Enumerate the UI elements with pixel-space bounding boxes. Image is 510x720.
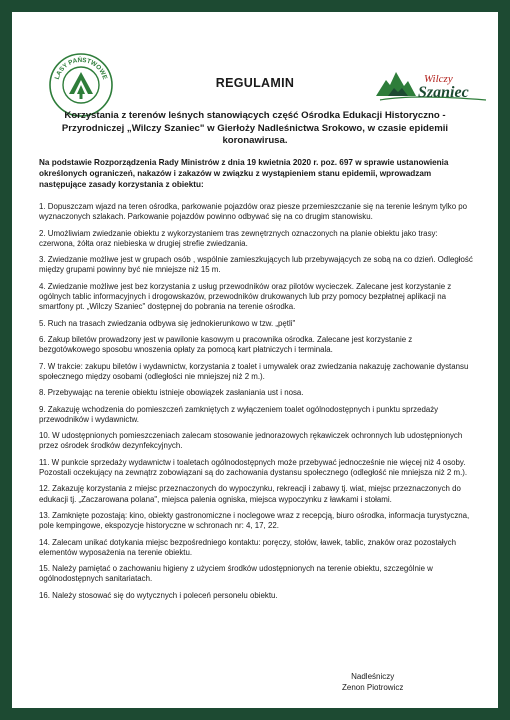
rule-item: 9. Zakazuję wchodzenia do pomieszczeń zamkniętych z wyłączeniem toalet ogólnodostępnych i punktu sprzedaży przewodników i wydawnictw. [39, 404, 439, 424]
logo-left-text: LASY PAŃSTWOWE [53, 56, 109, 81]
rule-item: 16. Należy stosować się do wytycznych i poleceń personelu obiektu. [39, 590, 278, 600]
rule-item: 11. W punkcie sprzedaży wydawnictw i toaletach ogólnodostępnych może przebywać jednocześnie nie więcej niż 4 osoby. Pozostali oczekujący na zewnątrz zobowiązani są do zachowania dystansu społecznego (odległość nie mniejsza niż 2 m.). [39, 457, 468, 477]
rule-item: 7. W trakcie: zakupu biletów i wydawnictw, korzystania z toalet i umywalek oraz zwiedzania nakazuję zachowanie dystansu społecznego między osobami (odległości nie mniejszej niż 2 m.). [39, 361, 469, 381]
rule-item: 4. Zwiedzanie możliwe jest bez korzystania z usług przewodników oraz pilotów wycieczek. Zalecane jest korzystanie z ogólnych tablic informacyjnych i drogowskazów, przewodników drukowanych lub przy pomocy bezpłatnej aplikacji na smartfony pt. „Wilczy Szaniec" dostępnej do pobrania na terenie ośrodka. [39, 281, 452, 312]
document-page [24, 24, 486, 696]
rule-item: 15. Należy pamiętać o zachowaniu higieny z użyciem środków udostępnionych na terenie obiektu, szczególnie w ogólnodostępnych sanitariatach. [39, 564, 433, 584]
rule-item: 1. Dopuszczam wjazd na teren ośrodka, parkowanie pojazdów oraz piesze przemieszczanie się na terenie leśnym tylko po wyznaczonych szlakach. Parkowanie pojazdów powinno odbywać się na co drugim stanowisku. [39, 202, 468, 222]
document-intro: Na podstawie Rozporządzenia Rady Ministrów z dnia 19 kwietnia 2020 r. poz. 697 w sprawie ustanowienia określonych ograniczeń, nakazów i zakazów w związku z wystąpieniem stanu epidemii, wprowadzam następujące zasady korzystania z obiektu: [39, 158, 449, 189]
rule-item: 3. Zwiedzanie możliwe jest w grupach osób , wspólnie zamieszkujących lub przebywających ze sobą na co dzień. Odległość między grupami powinny być nie mniejsze niż 15 m. [39, 255, 473, 275]
logo-right-text-top: Wilczy [424, 73, 453, 85]
logo-right-text-bottom: Szaniec [418, 84, 469, 101]
rule-item: 6. Zakup biletów prowadzony jest w pawilonie kasowym u pracownika ośrodka. Zalecane jest korzystanie z bezgotówkowego sposobu wnoszenia opłaty za pomocą kart płatniczych i terminala. [39, 334, 413, 355]
signature-block [342, 672, 403, 693]
rule-item: 5. Ruch na trasach zwiedzania odbywa się jednokierunkowo w tzw. „pętli" [39, 318, 296, 328]
document-title: REGULAMIN [215, 76, 295, 90]
signature-name: Zenon Piotrowicz [342, 682, 404, 692]
rule-item: 12. Zakazuję korzystania z miejsc przeznaczonych do wypoczynku, rekreacji i zabawy tj. wiat, miejsc przeznaczonych do edukacji tj. „Zaczarowana polana", miejsca palenia ogniska, miejsca wypoczynku z ławkami i stołami. [39, 484, 461, 504]
rules-list [39, 202, 474, 607]
rule-item: 8. Przebywając na terenie obiektu istnieje obowiązek zasłaniania ust i nosa. [39, 388, 304, 398]
rule-item: 2. Umożliwiam zwiedzanie obiektu z wykorzystaniem tras zewnętrznych oznaczonych na planie obiektu jako trasy: czerwona, żółta oraz niebieska w drugiej strefie zwiedzania. [39, 228, 438, 248]
rule-item: 10. W udostępnionych pomieszczeniach zalecam stosowanie jednorazowych rękawiczek ochronnych lub udostępnionych przez ośrodek środków dezynfekcyjnych. [39, 431, 463, 451]
document-subtitle: Korzystania z terenów leśnych stanowiących część Ośrodka Edukacji Historyczno - Przyrodniczej „Wilczy Szaniec" w Gierłoży Nadleśnictwa Srokowo, w czasie epidemii koronawirusa. [61, 110, 449, 146]
rule-item: 14. Zalecam unikać dotykania miejsc bezpośredniego kontaktu: poręczy, stołów, ławek, tablic, znaków oraz pozostałych elementów wyposażenia na terenie obiektu. [39, 537, 456, 557]
signature-role: Nadleśniczy [351, 672, 395, 681]
rule-item: 13. Zamknięte pozostają: kino, obiekty gastronomiczne i noclegowe wraz z recepcją, biuro ośrodka, informacja turystyczna, pole kempingowe, ekspozycje historyczne w schronach nr: 4, 17, 22. [39, 510, 470, 531]
